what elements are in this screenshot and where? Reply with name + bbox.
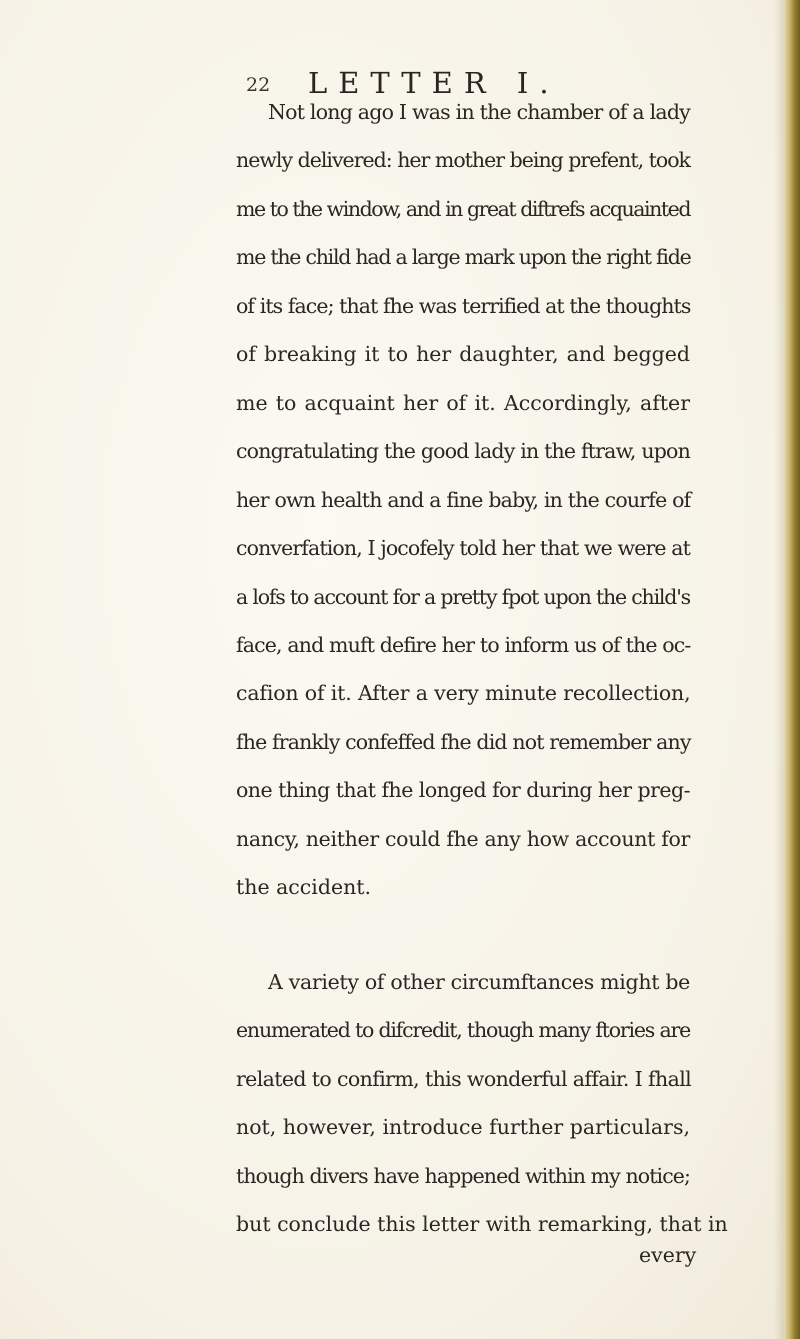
text-line: the accident. xyxy=(236,875,372,899)
text-line: newly delivered: her mother being prefent, took xyxy=(236,148,690,172)
page-gutter-shadow xyxy=(774,0,784,1339)
page-number: 22 xyxy=(246,74,271,96)
text-line: me the child had a large mark upon the right fide xyxy=(236,245,691,269)
text-line: face, and muft defire her to inform us of the oc- xyxy=(236,633,691,657)
text-line: fhe frankly confeffed fhe did not remember any xyxy=(236,730,691,754)
text-line: of its face; that fhe was terrified at the thoughts xyxy=(236,294,691,318)
text-line: but conclude this letter with remarking, that in xyxy=(236,1212,728,1236)
book-binding-edge xyxy=(784,0,800,1339)
text-line: congratulating the good lady in the ftraw, upon xyxy=(236,439,690,463)
text-line: cafion of it. After a very minute recollection, xyxy=(236,681,691,705)
text-line: not, however, introduce further particulars, xyxy=(236,1115,690,1139)
catchword: every xyxy=(639,1243,697,1267)
text-line: A variety of other circumftances might be xyxy=(268,970,690,994)
text-line: though divers have happened within my notice; xyxy=(236,1164,690,1188)
text-line: of breaking it to her daughter, and begged xyxy=(236,342,690,366)
text-line: one thing that fhe longed for during her preg- xyxy=(236,778,690,802)
text-line: a lofs to account for a pretty fpot upon the child's xyxy=(236,585,690,609)
text-line: nancy, neither could fhe any how account for xyxy=(236,827,690,851)
text-line: enumerated to difcredit, though many ftories are xyxy=(236,1018,690,1042)
text-line: related to confirm, this wonderful affair. I fhall xyxy=(236,1067,692,1091)
text-line: her own health and a fine baby, in the courfe of xyxy=(236,488,691,512)
text-line: converfation, I jocofely told her that we were at xyxy=(236,536,690,560)
text-line: Not long ago I was in the chamber of a lady xyxy=(268,100,690,124)
running-header: LETTER I. xyxy=(308,66,560,100)
text-line: me to the window, and in great diftrefs acquainted xyxy=(236,197,690,221)
text-line: me to acquaint her of it. Accordingly, after xyxy=(236,391,690,415)
